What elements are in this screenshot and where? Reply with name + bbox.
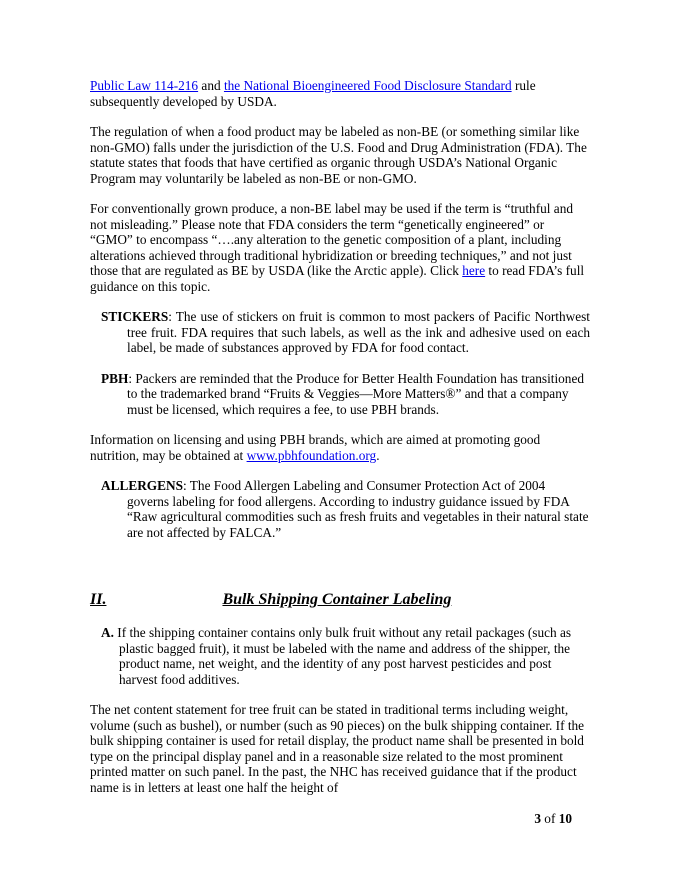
page-number-footer xyxy=(534,811,572,827)
section-heading-bulk-shipping xyxy=(90,590,590,610)
item-pbh-text: : Packers are reminded that the Produce for Better Health Foundation has transitioned to the trademarked brand “Fruits & Veggies—More Matters®” and that a company must be licensed, which requires a fee, to use PBH brands. xyxy=(127,370,584,417)
item-stickers xyxy=(90,309,590,356)
item-stickers-label: STICKERS xyxy=(101,309,169,324)
paragraph-intro-tail: rule subsequently developed by USDA. xyxy=(90,78,536,109)
paragraph-conventional-produce xyxy=(90,201,590,294)
paragraph-net-content-statement: The net content statement for tree fruit can be stated in traditional terms including weight, volume (such as bushel), or number (such as 90 pieces) on the bulk shipping container. If the bulk shipping container is used for retail display, the product name shall be presented in bold type on the principal display panel and in a reasonable size related to the most prominent printed matter on such panel. In the past, the NHC has received guidance that if the product name is in letters at least one half the height of xyxy=(90,702,585,795)
link-public-law-114-216[interactable]: Public Law 114-216 xyxy=(90,78,199,93)
pbh-info-text: Information on licensing and using PBH brands, which are aimed at promoting good nutrition, may be obtained at xyxy=(90,432,541,463)
page-content xyxy=(90,78,590,810)
item-a-text: If the shipping container contains only bulk fruit without any retail packages (such as plastic bagged fruit), it must be labeled with the name and address of the shipper, the product name, net weight, and the identity of any post harvest pesticides and post harvest food additives. xyxy=(113,625,572,687)
paragraph-conventional-text: For conventionally grown produce, a non-BE label may be used if the term is “truthful and not misleading.” Please note that FDA considers the term “genetically engineered” or “GMO” to encompass “….any alteration to the genetic composition of a plant, including alterations achieved through traditional hybridization or breeding techniques,” and not just those that are regulated as BE by USDA (like the Arctic apple). Click xyxy=(90,201,573,278)
page-number-total: 10 xyxy=(558,811,572,826)
paragraph-conventional-tail: to read FDA’s full guidance on this topic. xyxy=(90,263,585,294)
paragraph-intro-text: and xyxy=(198,78,224,93)
item-a-bulk-fruit xyxy=(90,625,590,687)
item-allergens-label: ALLERGENS xyxy=(101,478,184,493)
paragraph-intro xyxy=(90,78,590,109)
paragraph-pbh-licensing-info xyxy=(90,432,590,463)
pbh-info-tail: . xyxy=(376,447,380,463)
item-allergens xyxy=(90,478,590,540)
link-national-bioengineered-food-disclosure-standard[interactable]: the National Bioengineered Food Disclosure Standard xyxy=(223,78,512,93)
item-stickers-text: : The use of stickers on fruit is common to most packers of Pacific Northwest tree fruit. FDA requires that such labels, as well as the ink and adhesive used on each label, be made of substances approved by FDA for food contact. xyxy=(127,309,590,355)
link-here-fda-guidance[interactable]: here xyxy=(462,263,486,278)
section-numeral: II. xyxy=(90,591,107,608)
section-title: Bulk Shipping Container Labeling xyxy=(222,591,452,608)
item-pbh-label: PBH xyxy=(101,370,129,386)
link-pbhfoundation-org[interactable]: www.pbhfoundation.org xyxy=(246,447,377,463)
page-number-current: 3 xyxy=(534,811,541,826)
page-number-separator: of xyxy=(540,811,559,826)
item-a-label: A. xyxy=(101,625,114,640)
item-pbh xyxy=(90,371,590,418)
paragraph-regulation: The regulation of when a food product may be labeled as non-BE (or something similar like non-GMO) falls under the jurisdiction of the U.S. Food and Drug Administration (FDA). The statute states that foods that have certified as organic through USDA’s National Organic Program may voluntarily be labeled as non-BE or non-GMO. xyxy=(90,124,587,186)
item-allergens-text: : The Food Allergen Labeling and Consumer Protection Act of 2004 governs labeling for food allergens. According to industry guidance issued by FDA “Raw agricultural commodities such as fresh fruits and vegetables in their natural state are not affected by FALCA.” xyxy=(127,478,589,540)
